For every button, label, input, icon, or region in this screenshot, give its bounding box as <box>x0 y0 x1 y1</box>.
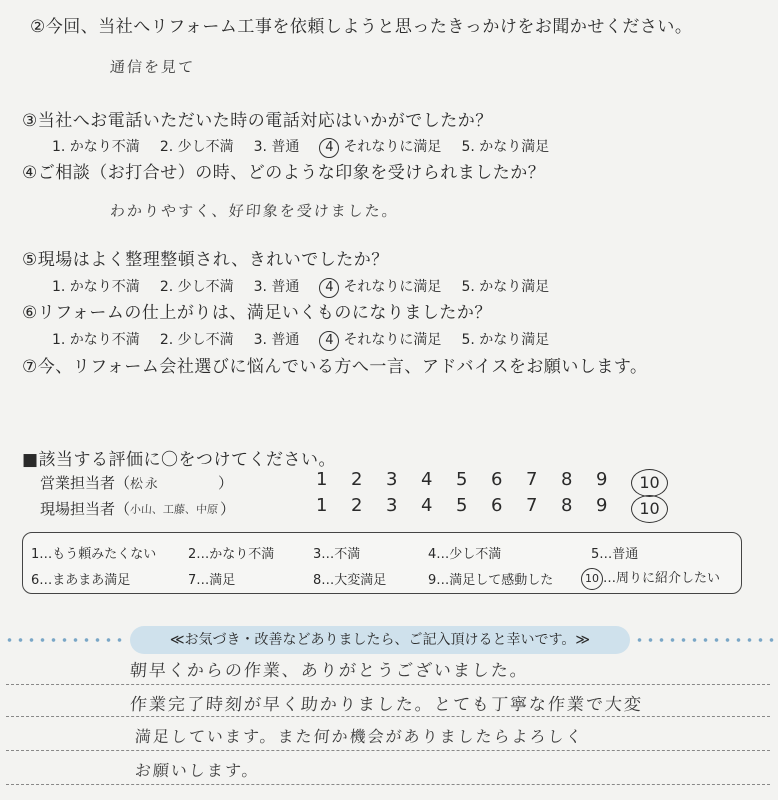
sales-label: 営業担当者（ <box>40 474 131 492</box>
question-4: ④ご相談（お打合せ）の時、どのような印象を受けられましたか？ <box>22 163 546 183</box>
legend-10-label: …周りに紹介したい <box>603 571 721 586</box>
ruled-line-3 <box>6 750 770 751</box>
site-rating-10-circled: 10 <box>631 495 668 523</box>
q3-opt1: 1. かなり不満 <box>52 139 140 155</box>
site-rating-6: 6 <box>491 494 503 516</box>
q6-scale <box>52 329 569 351</box>
legend-2: 2…かなり不満 <box>188 547 275 562</box>
legend-5: 5…普通 <box>591 547 639 562</box>
answer-4-handwritten: わかりやすく、好印象を受けました。 <box>109 202 400 220</box>
legend-10 <box>581 567 720 590</box>
q5-opt5: 5. かなり満足 <box>461 279 550 295</box>
q3-opt4-label: それなりに満足 <box>343 139 442 155</box>
sales-rating-5: 5 <box>456 468 468 490</box>
q5-opt1: 1. かなり不満 <box>52 279 140 295</box>
ruled-line-1 <box>6 684 770 685</box>
site-names-handwritten: 小山、工藤、中原 <box>129 502 219 516</box>
sales-rating-6: 6 <box>491 468 503 490</box>
q3-opt5: 5. かなり満足 <box>461 139 550 155</box>
site-rating-7: 7 <box>526 494 538 516</box>
comments-banner: ≪お気づき・改善などありましたら、ご記入頂けると幸いです。≫ <box>130 626 630 654</box>
sales-rating-row <box>40 468 660 493</box>
sales-rating-1: 1 <box>316 468 328 490</box>
q3-opt4 <box>319 136 441 158</box>
legend-1: 1…もう頼みたくない <box>31 547 157 562</box>
rating-legend-box <box>22 532 742 594</box>
site-rating-9: 9 <box>596 494 608 516</box>
q5-opt4-label: それなりに満足 <box>343 279 442 295</box>
sales-close: ） <box>218 474 234 492</box>
dotted-line-right <box>634 638 774 642</box>
q6-opt2: 2. 少し不満 <box>159 332 234 348</box>
question-3: ③当社へお電話いただいた時の電話対応はいかがでしたか？ <box>22 111 493 131</box>
ruled-line-4 <box>6 784 770 785</box>
q3-opt3: 3. 普通 <box>253 139 300 155</box>
question-6: ⑥リフォームの仕上がりは、満足いくものになりましたか？ <box>22 303 492 323</box>
site-rating-4: 4 <box>421 494 433 516</box>
q3-selected-circle: 4 <box>319 138 339 158</box>
legend-7: 7…満足 <box>188 573 236 588</box>
comment-line-2-handwritten: 作業完了時刻が早く助かりました。とても丁寧な作業で大変 <box>129 695 644 715</box>
legend-10-circle: 10 <box>581 568 603 590</box>
site-close: ） <box>220 500 236 518</box>
site-rating-numbers <box>316 495 668 523</box>
sales-rating-10-circled: 10 <box>631 469 668 497</box>
comment-line-3-handwritten: 満足しています。また何か機会がありましたらよろしく <box>134 727 585 746</box>
comment-line-1-handwritten: 朝早くからの作業、ありがとうございました。 <box>129 661 530 681</box>
question-7: ⑦今、リフォーム会社選びに悩んでいる方へ一言、アドバイスをお願いします。 <box>22 357 648 377</box>
q6-opt5: 5. かなり満足 <box>461 332 550 348</box>
sales-rating-4: 4 <box>421 468 433 490</box>
site-label: 現場担当者（ <box>40 500 131 518</box>
comment-line-4-handwritten: お願いします。 <box>134 761 261 780</box>
rating-heading: ■該当する評価に〇をつけてください。 <box>22 450 337 470</box>
legend-8: 8…大変満足 <box>313 573 387 588</box>
ruled-line-2 <box>6 716 770 717</box>
q6-opt4 <box>319 329 441 351</box>
site-rating-8: 8 <box>561 494 573 516</box>
legend-6: 6…まあまあ満足 <box>31 573 131 588</box>
site-rating-1: 1 <box>316 494 328 516</box>
q5-scale <box>52 276 569 298</box>
q6-opt1: 1. かなり不満 <box>52 332 140 348</box>
sales-rating-8: 8 <box>561 468 573 490</box>
question-2: ②今回、当社へリフォーム工事を依頼しようと思ったきっかけをお聞かせください。 <box>30 17 693 37</box>
site-rating-5: 5 <box>456 494 468 516</box>
sales-rating-9: 9 <box>596 468 608 490</box>
site-rating-3: 3 <box>386 494 398 516</box>
sales-rating-7: 7 <box>526 468 538 490</box>
sales-rating-2: 2 <box>351 468 363 490</box>
q5-opt4 <box>319 276 441 298</box>
q5-selected-circle: 4 <box>319 278 339 298</box>
q6-opt3: 3. 普通 <box>253 332 300 348</box>
site-rating-row <box>40 494 660 519</box>
q5-opt3: 3. 普通 <box>253 279 300 295</box>
sales-rating-numbers <box>316 469 668 497</box>
sales-rating-3: 3 <box>386 468 398 490</box>
site-rating-2: 2 <box>351 494 363 516</box>
dotted-line-left <box>4 638 128 642</box>
q5-opt2: 2. 少し不満 <box>159 279 234 295</box>
answer-2-handwritten: 通信を見て <box>109 58 196 76</box>
sales-name-handwritten: 松永 <box>129 477 161 492</box>
q3-scale <box>52 136 569 158</box>
q6-opt4-label: それなりに満足 <box>343 332 442 348</box>
legend-3: 3…不満 <box>313 547 361 562</box>
q3-opt2: 2. 少し不満 <box>159 139 234 155</box>
legend-9: 9…満足して感動した <box>428 573 554 588</box>
question-5: ⑤現場はよく整理整頓され、きれいでしたか？ <box>22 250 389 270</box>
q6-selected-circle: 4 <box>319 331 339 351</box>
legend-4: 4…少し不満 <box>428 547 502 562</box>
